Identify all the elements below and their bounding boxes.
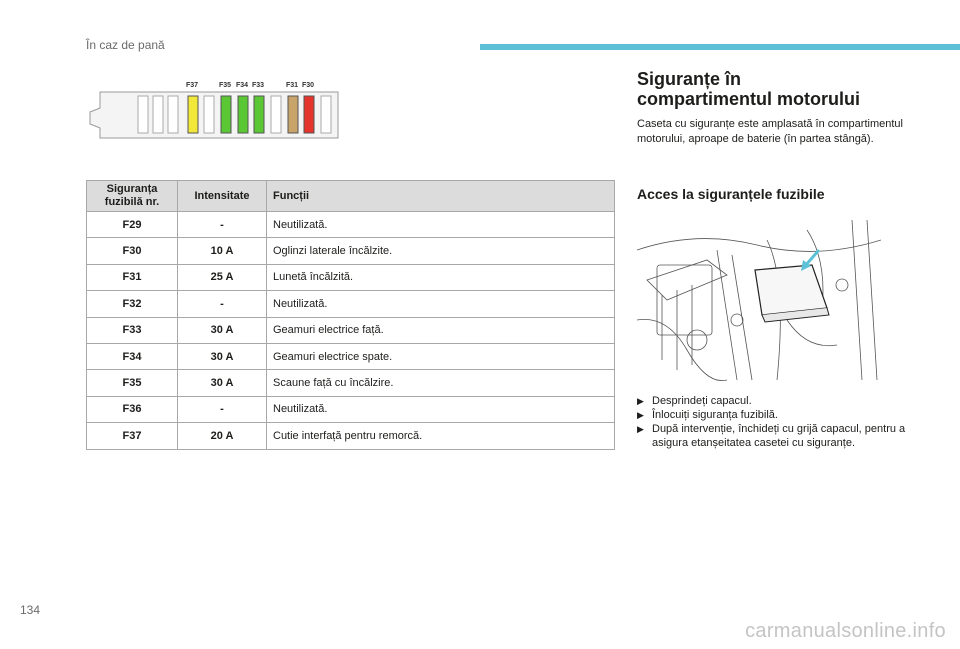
section-title-line1: Siguranțe în xyxy=(637,69,742,89)
arrow-bullet-icon: ▶ xyxy=(637,410,644,420)
table-row xyxy=(87,370,615,396)
section-title-line2: compartimentul motorului xyxy=(637,89,861,109)
table-row xyxy=(87,264,615,290)
cell-function: Lunetă încălzită. xyxy=(267,264,615,290)
header-accent-bar xyxy=(480,44,960,50)
col-header-function: Funcții xyxy=(267,181,615,212)
cell-function: Cutie interfață pentru remorcă. xyxy=(267,423,615,449)
arrow-bullet-icon: ▶ xyxy=(637,424,644,434)
subsection-title: Acces la siguranțele fuzibile xyxy=(637,186,825,202)
cell-intensity: 30 A xyxy=(178,343,267,369)
cell-fuse: F33 xyxy=(87,317,178,343)
table-row xyxy=(87,396,615,422)
cell-intensity: - xyxy=(178,212,267,238)
cell-function: Geamuri electrice față. xyxy=(267,317,615,343)
cell-fuse: F31 xyxy=(87,264,178,290)
list-item xyxy=(637,422,917,450)
cell-fuse: F34 xyxy=(87,343,178,369)
table-row xyxy=(87,343,615,369)
table-row xyxy=(87,238,615,264)
header-section-label: În caz de pană xyxy=(86,38,165,52)
cell-function: Neutilizată. xyxy=(267,212,615,238)
cell-fuse: F35 xyxy=(87,370,178,396)
cell-fuse: F37 xyxy=(87,423,178,449)
section-title xyxy=(637,69,937,109)
cell-intensity: 30 A xyxy=(178,370,267,396)
step-text: Desprindeți capacul. xyxy=(652,395,752,407)
fuse-table xyxy=(86,180,615,450)
fuse-label-f30: F30 xyxy=(302,82,315,89)
cell-intensity: 20 A xyxy=(178,423,267,449)
cell-intensity: 10 A xyxy=(178,238,267,264)
watermark: carmanualsonline.info xyxy=(745,620,946,642)
table-header-row xyxy=(87,181,615,212)
cell-intensity: - xyxy=(178,396,267,422)
table-row xyxy=(87,317,615,343)
cell-intensity: 25 A xyxy=(178,264,267,290)
arrow-bullet-icon: ▶ xyxy=(637,396,644,406)
fuse-box-diagram xyxy=(86,80,346,142)
cell-function: Scaune față cu încălzire. xyxy=(267,370,615,396)
fuse-label-f31: F31 xyxy=(286,82,299,89)
cell-fuse: F36 xyxy=(87,396,178,422)
cell-intensity: - xyxy=(178,291,267,317)
page-number: 134 xyxy=(20,603,41,617)
cell-intensity: 30 A xyxy=(178,317,267,343)
fuse-label-f33: F33 xyxy=(252,82,265,89)
table-row xyxy=(87,291,615,317)
engine-compartment-illustration xyxy=(637,220,881,381)
cell-fuse: F29 xyxy=(87,212,178,238)
table-row xyxy=(87,212,615,238)
fuse-label-f35: F35 xyxy=(219,82,232,89)
fuse-label-f34: F34 xyxy=(236,82,249,89)
intro-paragraph: Caseta cu siguranțe este amplasată în compartimentul motorului, aproape de baterie (în partea stângă). xyxy=(637,118,903,145)
table-row xyxy=(87,423,615,449)
step-text: După intervenție, închideți cu grijă capacul, pentru a asigura etanșeitatea casetei cu siguranțe. xyxy=(652,423,906,449)
cell-function: Neutilizată. xyxy=(267,291,615,317)
col-header-fuse: Siguranța fuzibilă nr. xyxy=(87,181,178,212)
cell-fuse: F32 xyxy=(87,291,178,317)
col-header-intensity: Intensitate xyxy=(178,181,267,212)
list-item xyxy=(637,408,917,422)
list-item xyxy=(637,394,917,408)
instruction-steps xyxy=(637,394,917,450)
fuse-box-drawing xyxy=(86,80,346,142)
engine-drawing xyxy=(637,220,881,381)
cell-fuse: F30 xyxy=(87,238,178,264)
fuse-label-f37: F37 xyxy=(186,82,199,89)
cell-function: Geamuri electrice spate. xyxy=(267,343,615,369)
cell-function: Oglinzi laterale încălzite. xyxy=(267,238,615,264)
cell-function: Neutilizată. xyxy=(267,396,615,422)
step-text: Înlocuiți siguranța fuzibilă. xyxy=(652,409,778,421)
